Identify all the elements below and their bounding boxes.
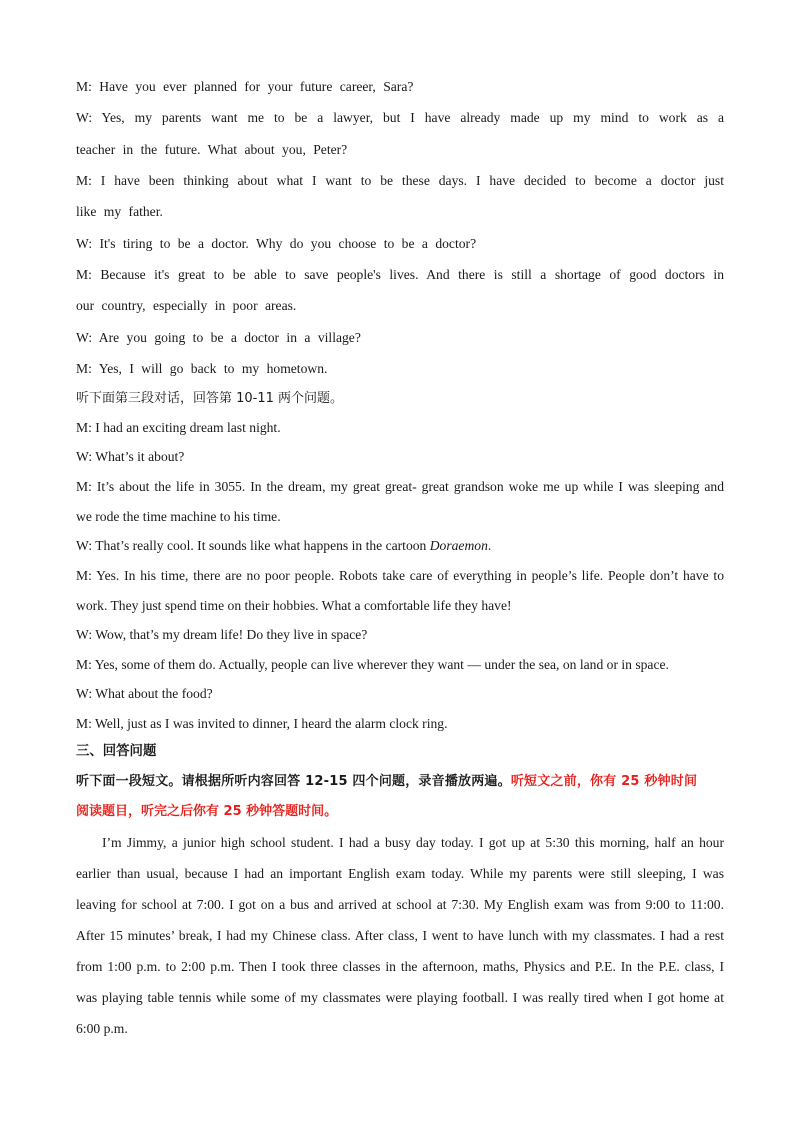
dialogue2-line-2: W: Yes, my parents want me to be a lawyer, but I have already made up my mind to work as a	[76, 110, 724, 125]
dialogue2-line-4: M: I have been thinking about what I want to be these days. I have decided to become a doctor just	[76, 173, 724, 188]
instructions-red-1: 听短文之前，你有 25 秒钟时间	[510, 774, 698, 789]
dialogue3-intro: 听下面第三段对话，回答第 10-11 两个问题。	[76, 391, 344, 406]
passage-line-4: After 15 minutes’ break, I had my Chinese class. After class, I went to have lunch with my classmates. I had a rest	[76, 928, 724, 943]
dialogue2-line-1: M: Have you ever planned for your future career, Sara?	[76, 79, 414, 94]
dialogue2-line-6: W: It's tiring to be a doctor. Why do you choose to be a doctor?	[76, 236, 477, 251]
section3-instructions-line-2: 阅读题目，听完之后你有 25 秒钟答题时间。	[76, 804, 338, 819]
passage-line-7: 6:00 p.m.	[76, 1021, 128, 1036]
section3-heading: 三、回答问题	[76, 744, 157, 759]
cartoon-title: Doraemon	[429, 538, 488, 553]
dialogue2-line-7: M: Because it's great to be able to save people's lives. And there is still a shortage of good doctors in	[76, 267, 724, 282]
dialogue3-line-5	[76, 536, 724, 556]
passage-line-3: leaving for school at 7:00. I got on a bus and arrived at school at 7:30. My English exam was from 9:00 to 11:00.	[76, 897, 724, 912]
dialogue3-line-1: M: I had an exciting dream last night.	[76, 420, 281, 435]
passage-line-5: from 1:00 p.m. to 2:00 p.m. Then I took three classes in the afternoon, maths, Physics and P.E. In the P.E. class, I	[76, 959, 724, 974]
passage-line-2: earlier than usual, because I had an important English exam today. While my parents were still sleeping, I was	[76, 866, 724, 881]
dialogue3-line-4: we rode the time machine to his time.	[76, 509, 281, 524]
dialogue3-line-8: W: Wow, that’s my dream life! Do they live in space?	[76, 627, 368, 642]
dialogue3-line-3: M: It’s about the life in 3055. In the dream, my great great- great grandson woke me up while I was sleeping and	[76, 479, 724, 494]
instructions-black: 听下面一段短文。请根据所听内容回答 12-15 四个问题，录音播放两遍。	[76, 774, 511, 789]
dialogue2-line-9: W: Are you going to be a doctor in a village?	[76, 330, 361, 345]
section3-instructions-line-1	[76, 772, 724, 792]
passage-line-1: I’m Jimmy, a junior high school student. I had a busy day today. I got up at 5:30 this morning, half an hour	[102, 835, 724, 850]
passage-line-6: was playing table tennis while some of my classmates were playing football. I was really tired when I got home at	[76, 990, 724, 1005]
dialogue2-line-10: M: Yes, I will go back to my hometown.	[76, 361, 328, 376]
dialogue3-line-10: W: What about the food?	[76, 686, 213, 701]
dialogue3-line-2: W: What’s it about?	[76, 449, 185, 464]
dialogue3-line-9: M: Yes, some of them do. Actually, people can live wherever they want — under the sea, on land or in space.	[76, 657, 669, 672]
dialogue2-line-5: like my father.	[76, 204, 163, 219]
dialogue3-line-5-text: W: That’s really cool. It sounds like what happens in the cartoon	[76, 538, 430, 553]
dialogue2-line-3: teacher in the future. What about you, Peter?	[76, 142, 348, 157]
dialogue3-line-7: work. They just spend time on their hobbies. What a comfortable life they have!	[76, 598, 512, 613]
dialogue3-line-6: M: Yes. In his time, there are no poor people. Robots take care of everything in people’s life. People don’t have to	[76, 568, 724, 583]
dialogue3-line-11: M: Well, just as I was invited to dinner, I heard the alarm clock ring.	[76, 716, 448, 731]
dialogue2-line-8: our country, especially in poor areas.	[76, 298, 297, 313]
dialogue3-line-5-end: .	[487, 538, 492, 553]
